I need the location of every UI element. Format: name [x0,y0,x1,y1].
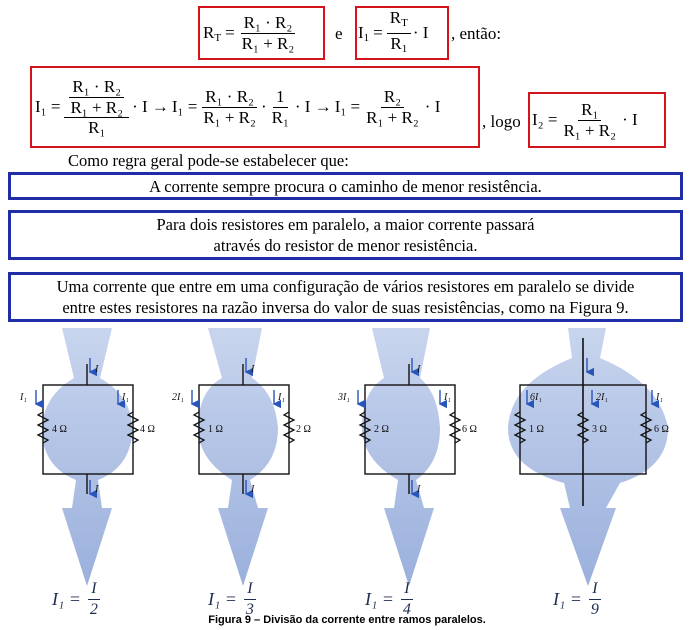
c3-top-label: I [417,364,421,375]
p2-denominator: R₁ + R₂ [203,107,256,127]
arrow-1: · I → [132,97,169,116]
c1-right-label: I₁ [122,392,129,403]
c3-right-label: I₁ [444,392,451,403]
flow-shape-4 [508,328,668,586]
eq4-den: 9 [590,601,599,618]
eq3-den: 4 [402,601,411,618]
eq4-lhs: I₁ = [553,589,582,609]
circuit-4 [508,328,669,586]
p2-numerator: R₁ · R₂ [202,88,257,108]
p2-one: 1 [273,88,288,108]
c1-bottom-label: I [95,484,99,495]
eq4-num: I [589,580,600,600]
rule-3-line-2: entre estes resistores na razão inversa do valor de suas resistências, como na Figura 9. [62,298,629,317]
rule-intro: Como regra geral pode-se estabelecer que: [68,151,349,170]
i1-lhs-3: I₁ = [334,97,361,116]
i1-tail: · I [412,23,429,42]
arrow-2: · I → [294,97,332,116]
flow-shape-3 [362,328,440,586]
circuit-2 [172,328,311,586]
rule-2-line-2: através do resistor de menor resistência. [213,236,478,255]
eq2-num: I [244,580,255,600]
c1-top-label: I [95,364,99,375]
c3-left-label: 3I₁ [338,392,350,403]
c4-r-mid: 3 Ω [592,424,607,435]
and-word: e [335,24,343,43]
rule-box-2 [8,210,683,260]
inner-numerator: R₁ · R₂ [69,78,124,98]
flow-shape-2 [198,328,278,586]
c2-right-label: I₁ [278,392,285,403]
p2-r1: R₁ [271,107,289,127]
logo-text: , logo [482,112,521,131]
c4-right-label: I₁ [656,392,663,403]
i1-lhs-2: I₁ = [171,97,198,116]
c4-mid-label: 2I₁ [596,392,608,403]
p3-tail: · I [424,97,441,116]
p3-numerator: R₂ [381,88,404,108]
c1-left-label: I₁ [20,392,27,403]
entao-text: , então: [451,24,502,43]
eq3-lhs: I₁ = [365,589,394,609]
i2-numerator: R₁ [578,101,601,121]
circuit-3 [337,328,477,586]
i1-formula: $I_1$ = $\frac{R_T}{R_1}$ · I [358,7,429,55]
eq1-lhs: I₁ = [52,589,81,609]
c4-left-label: 6I₁ [530,392,542,403]
c3-r-left: 2 Ω [374,424,389,435]
eq1-num: I [88,580,99,600]
derivation-formula [35,68,440,146]
i2-tail: · I [622,110,638,129]
eq3-num: I [401,580,412,600]
rule-box-1 [8,172,683,200]
current-division-figure [0,328,694,598]
p2-dot: · [260,97,267,116]
circuit-1 [19,328,155,586]
i1-lhs-1: I₁ = [35,97,61,116]
i2-denominator: R₁ + R₂ [563,120,617,140]
rule-3-line-1: Uma corrente que entre em uma configuração de vários resistores em paralelo se divide [56,277,635,296]
c4-r-left: 1 Ω [529,424,544,435]
c3-r-right: 6 Ω [462,424,477,435]
c2-left-label: 2I₁ [172,392,184,403]
rule-1-text: A corrente sempre procura o caminho de menor resistência. [149,176,542,196]
c4-r-right: 6 Ω [654,424,669,435]
c1-r-right: 4 Ω [140,424,155,435]
i2-formula [532,94,638,146]
eq2-den: 3 [245,601,254,618]
rt-numerator: R₁ · R₂ [241,14,296,34]
p3-denominator: R₁ + R₂ [366,107,419,127]
c1-r-left: 4 Ω [52,424,67,435]
eq2-lhs: I₁ = [208,589,237,609]
rule-2-line-1: Para dois resistores em paralelo, a maior corrente passará [156,215,535,234]
rt-denominator: R₁ + R₂ [241,33,295,53]
outer-denominator: R₁ [88,117,106,137]
c2-r-right: 2 Ω [296,424,311,435]
rt-formula: $R_T$ = $\frac{\text{R₁ · R₂}}{\text{R₁ + R₂}}$ [203,8,297,58]
c3-bottom-label: I [417,484,421,495]
figure-caption: Figura 9 – Divisão da corrente entre ramos paralelos. [208,614,486,626]
c2-bottom-label: I [251,484,255,495]
eq1-den: 2 [89,601,98,618]
inner-denominator: R₁ + R₂ [70,97,124,117]
i2-lhs: I₂ = [532,110,558,129]
c2-top-label: I [251,364,255,375]
c2-r-left: 1 Ω [208,424,223,435]
rule-box-3 [8,272,683,322]
